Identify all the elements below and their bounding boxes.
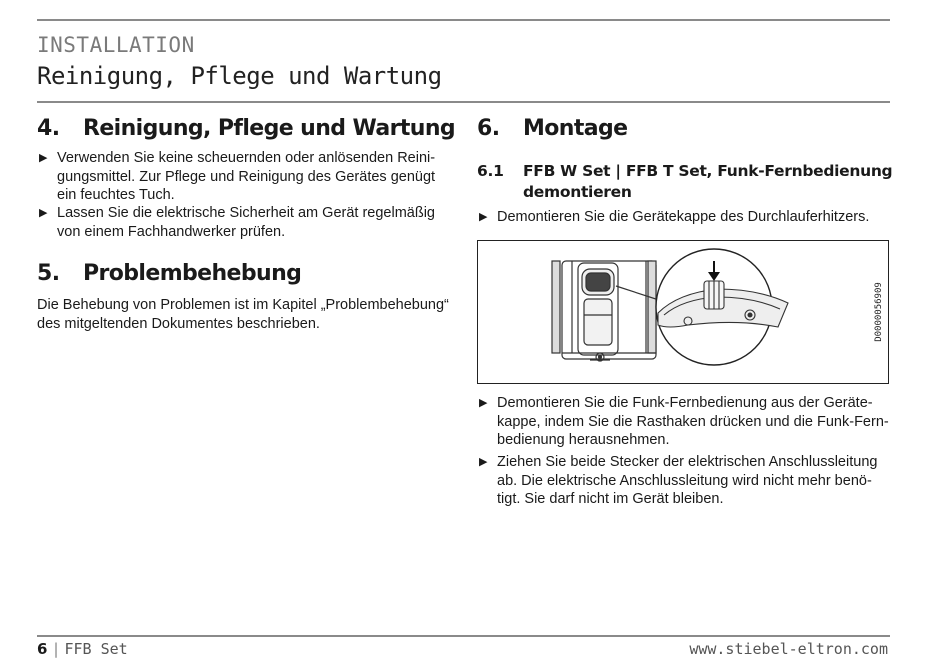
footer-rule — [37, 635, 890, 637]
bullet-arrow-icon: ▶ — [479, 456, 488, 468]
product-name: FFB Set — [64, 640, 128, 658]
list-item-text: Ziehen Sie beide Stecker der elektrischen Anschlussleitung ab. Die elektrische Anschlussleitung wird nicht mehr benö- tigt. Sie darf nicht im Gerät bleiben. — [497, 454, 878, 507]
bullet-arrow-icon: ▶ — [479, 397, 488, 409]
heading-text: Montage — [523, 116, 628, 141]
bullet-arrow-icon: ▶ — [479, 211, 488, 223]
heading-section-6 — [477, 116, 628, 141]
section-header: INSTALLATION — [37, 33, 195, 57]
heading-text: Reinigung, Pflege und Wartung — [83, 116, 456, 141]
bullet-arrow-icon: ▶ — [39, 152, 48, 164]
footer-separator: | — [51, 640, 61, 658]
cap-removal-drawing — [478, 241, 873, 383]
list-item-text: Demontieren Sie die Funk-Fernbedienung aus der Geräte- kappe, indem Sie die Rasthaken drücken und die Funk-Fern- bedienung herausnehmen. — [497, 395, 889, 448]
section-5-paragraph: Die Behebung von Problemen ist im Kapitel „Problembehebung“ des mitgeltenden Dokumentes beschrieben. — [37, 297, 449, 332]
heading-text: FFB W Set | FFB T Set, Funk-Fernbedienung demontieren — [523, 162, 893, 201]
page-number: 6 — [37, 640, 48, 658]
heading-number: 4. — [37, 116, 60, 141]
footer-url: www.stiebel-eltron.com — [689, 640, 888, 658]
figure-code-text: D0000056909 — [874, 282, 885, 342]
footer-page-info — [37, 640, 128, 658]
device-illustration — [477, 240, 889, 384]
heading-number: 5. — [37, 261, 60, 286]
heading-section-6-1 — [477, 161, 897, 203]
bullet-arrow-icon: ▶ — [39, 207, 48, 219]
heading-number: 6. — [477, 116, 500, 141]
list-item-text: Demontieren Sie die Gerätekappe des Durchlauferhitzers. — [497, 209, 870, 225]
header-divider — [37, 101, 890, 103]
list-item-text: Verwenden Sie keine scheuernden oder anlösenden Reini- gungsmittel. Zur Pflege und Reinigung des Gerätes genügt ein feuchtes Tuch. — [57, 150, 436, 203]
heading-section-4 — [37, 116, 455, 141]
heading-number: 6.1 — [477, 162, 504, 180]
heading-text: Problembehebung — [83, 261, 302, 286]
list-item-text: Lassen Sie die elektrische Sicherheit am Gerät regelmäßig von einem Fachhandwerker prüfen. — [57, 205, 435, 240]
figure-code — [872, 241, 886, 383]
heading-section-5 — [37, 261, 301, 286]
page-title: Reinigung, Pflege und Wartung — [37, 62, 442, 90]
top-rule — [37, 19, 890, 21]
